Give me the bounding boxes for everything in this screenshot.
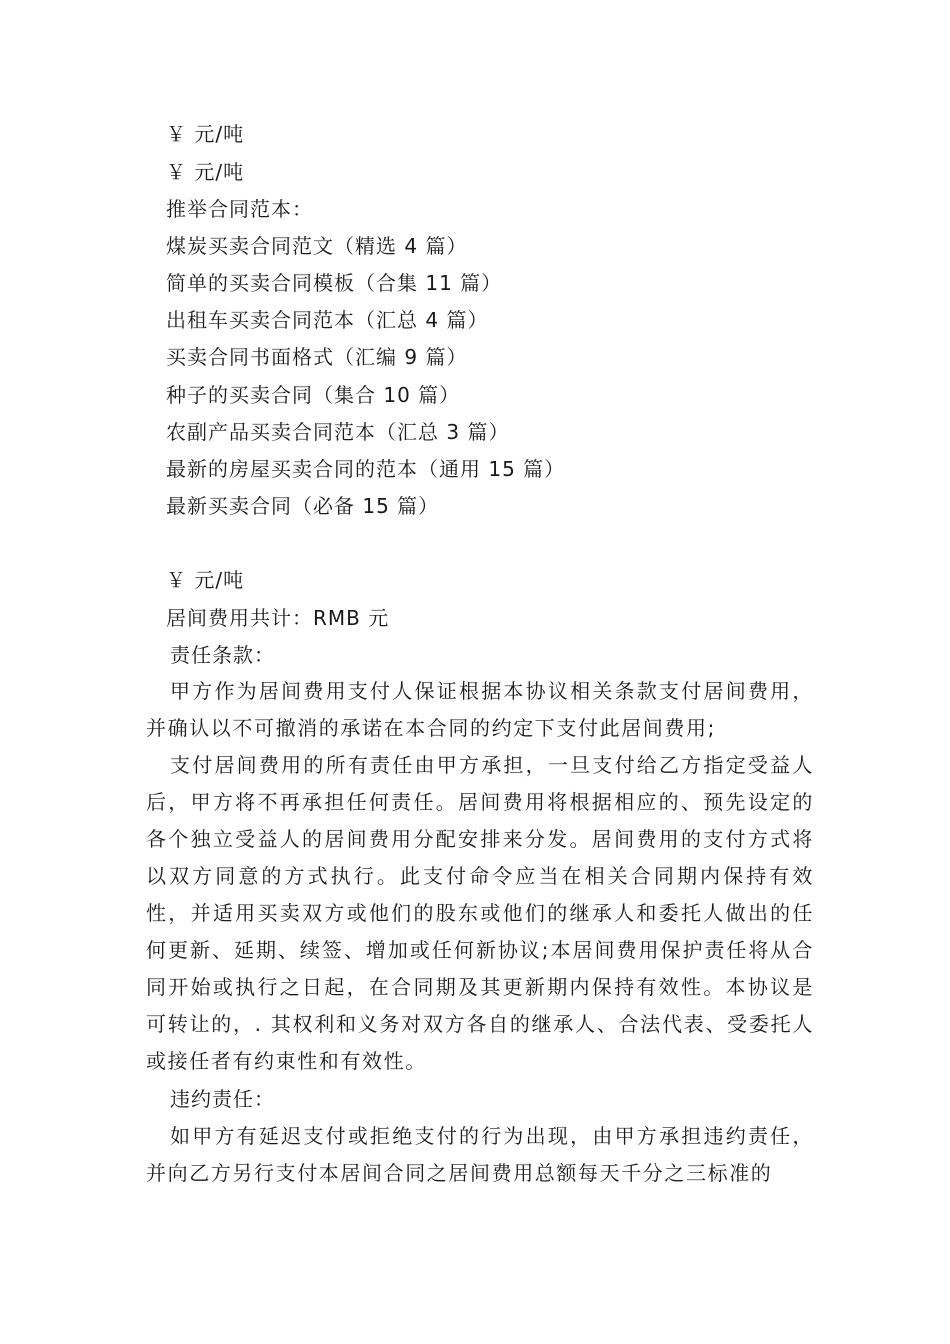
breach-heading: 违约责任： — [170, 1087, 275, 1111]
recommend-link-2[interactable]: 简单的买卖合同模板（合集 11 篇） — [166, 271, 503, 295]
recommend-link-5[interactable]: 种子的买卖合同（集合 10 篇） — [166, 383, 461, 407]
liability-paragraph-2: 支付居间费用的所有责任由甲方承担，一旦支付给乙方指定受益人后，甲方将不再承担任何责任。居间费用将根据相应的、预先设定的各个独立受益人的居间费用分配安排来分发。居间费用的支付方式将以双方同意的方式执行。此支付命令应当在相关合同期内保持有效性，并适用买卖双方或他们的股东或他们的继承人和委托人做出的任何更新、延期、续签、增加或任何新协议;本居间费用保护责任将从合同开始或执行之日起，在合同期及其更新期内保持有效性。本协议是可转让的，. 其权利和义务对双方各自的继承人、合法代表、受委托人或接任者有约束性和有效性。 — [146, 753, 814, 1073]
liability-heading: 责任条款： — [170, 643, 275, 667]
price-line-3: ￥ 元/吨 — [166, 568, 245, 592]
recommend-heading: 推举合同范本： — [166, 197, 313, 221]
price-line-2: ￥ 元/吨 — [166, 160, 245, 184]
recommend-link-3[interactable]: 出租车买卖合同范本（汇总 4 篇） — [166, 308, 489, 332]
total-fee-line: 居间费用共计：RMB 元 — [166, 606, 390, 630]
recommend-link-8[interactable]: 最新买卖合同（必备 15 篇） — [166, 494, 440, 518]
recommend-link-6[interactable]: 农副产品买卖合同范本（汇总 3 篇） — [166, 420, 510, 444]
recommend-link-1[interactable]: 煤炭买卖合同范文（精选 4 篇） — [166, 234, 468, 258]
liability-paragraph-1: 甲方作为居间费用支付人保证根据本协议相关条款支付居间费用，并确认以不可撤消的承诺在本合同的约定下支付此居间费用; — [146, 679, 814, 740]
price-line-1: ￥ 元/吨 — [166, 122, 245, 146]
breach-paragraph: 如甲方有延迟支付或拒绝支付的行为出现，由甲方承担违约责任，并向乙方另行支付本居间合同之居间费用总额每天千分之三标准的 — [146, 1124, 814, 1185]
recommend-link-4[interactable]: 买卖合同书面格式（汇编 9 篇） — [166, 345, 468, 369]
recommend-link-7[interactable]: 最新的房屋买卖合同的范本（通用 15 篇） — [166, 457, 566, 481]
